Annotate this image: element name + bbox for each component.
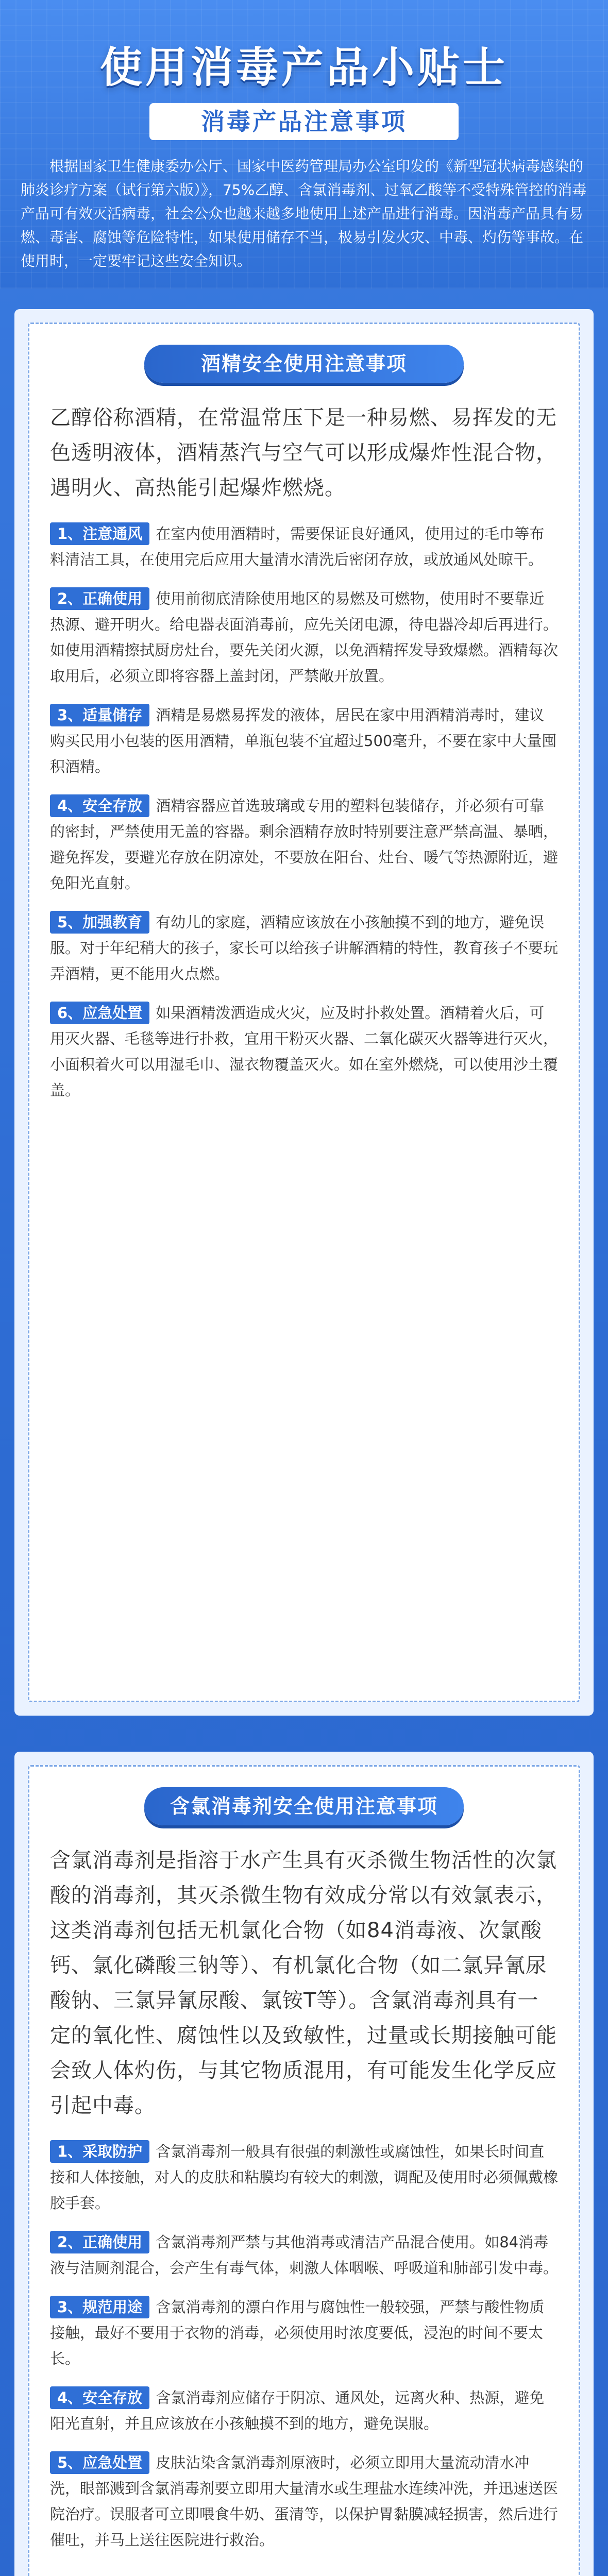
item-text: 含氯消毒剂一般具有很强的刺激性或腐蚀性，如果长时间直接和人体接触，对人的皮肤和粘膜均有较大的刺激，调配及使用时必须佩戴橡胶手套。 bbox=[50, 2143, 559, 2212]
item-text: 酒精容器应首选玻璃或专用的塑料包装储存，并必须有可靠的密封，严禁使用无盖的容器。剩余酒精存放时特别要注意严禁高温、暴晒，避免挥发，要避光存放在阴凉处，不要放在阳台、灶台、暖气等热源附近，避免阳光直射。 bbox=[50, 797, 559, 892]
intro-paragraph: 根据国家卫生健康委办公厅、国家中医药管理局办公室印发的《新型冠状病毒感染的肺炎诊疗方案（试行第六版）》，75%乙醇、含氯消毒剂、过氧乙酸等不受特殊管控的消毒产品可有效灭活病毒，社会公众也越来越多地使用上述产品进行消毒。因消毒产品具有易燃、毒害、腐蚀等危险特性，如果使用储存不当，极易引发火灾、中毒、灼伤等事故。在使用时，一定要牢记这些安全知识。 bbox=[21, 158, 587, 269]
item-text: 含氯消毒剂严禁与其他消毒或清洁产品混合使用。如84消毒液与洁厕剂混合，会产生有毒气体，刺激人体咽喉、呼吸道和肺部引发中毒。 bbox=[50, 2233, 559, 2277]
header bbox=[0, 0, 608, 289]
list-item bbox=[50, 2139, 558, 2216]
item-tag: 3、适量储存 bbox=[50, 704, 149, 726]
item-tag: 1、采取防护 bbox=[50, 2140, 149, 2163]
page-subtitle: 消毒产品注意事项 bbox=[149, 103, 459, 140]
list-item bbox=[50, 909, 558, 987]
item-tag: 4、安全存放 bbox=[50, 794, 149, 817]
item-text: 使用前彻底清除使用地区的易燃及可燃物，使用时不要靠近热源、避开明火。给电器表面消毒前，应先关闭电源，待电器冷却后再进行。如使用酒精擦拭厨房灶台，要先关闭火源，以免酒精挥发导致爆燃。酒精每次取用后，必须立即将容器上盖封闭，严禁敞开放置。 bbox=[50, 590, 559, 685]
item-tag: 2、正确使用 bbox=[50, 587, 149, 610]
item-tag: 3、规范用途 bbox=[50, 2296, 149, 2318]
item-text: 含氯消毒剂应储存于阴凉、通风处，远离火种、热源，避免阳光直射，并且应该放在小孩触摸不到的地方，避免误服。 bbox=[50, 2389, 545, 2432]
section-lead: 含氯消毒剂是指溶于水产生具有灭杀微生物活性的次氯酸的消毒剂，其灭杀微生物有效成分常以有效氯表示，这类消毒剂包括无机氯化合物（如84消毒液、次氯酸钙、氯化磷酸三钠等）、有机氯化合物（如二氯异氰尿酸钠、三氯异氰尿酸、氯铵T等）。含氯消毒剂具有一定的氧化性、腐蚀性以及致敏性，过量或长期接触可能会致人体灼伤，与其它物质混用，有可能发生化学反应引起中毒。 bbox=[50, 1849, 557, 2117]
list-item bbox=[50, 793, 558, 896]
item-text: 酒精是易燃易挥发的液体，居民在家中用酒精消毒时，建议购买民用小包装的医用酒精，单瓶包装不宜超过500毫升，不要在家中大量囤积酒精。 bbox=[50, 706, 557, 775]
list-item bbox=[50, 2229, 558, 2281]
section-card bbox=[28, 323, 580, 1702]
item-text: 如果酒精泼洒造成火灾，应及时扑救处置。酒精着火后，可用灭火器、毛毯等进行扑救，宜用干粉灭火器、二氧化碳灭火器等进行灭火，小面积着火可以用湿毛巾、湿衣物覆盖灭火。如在室外燃烧，可以使用沙土覆盖。 bbox=[50, 1004, 559, 1099]
section-lead: 乙醇俗称酒精，在常温常压下是一种易燃、易挥发的无色透明液体，酒精蒸汽与空气可以形成爆炸性混合物，遇明火、高热能引起爆炸燃烧。 bbox=[50, 406, 557, 500]
item-tag: 1、注意通风 bbox=[50, 522, 149, 545]
list-item bbox=[50, 586, 558, 689]
section-chlorine bbox=[14, 1752, 594, 2576]
item-tag: 5、加强教育 bbox=[50, 911, 149, 934]
list-item bbox=[50, 1000, 558, 1103]
item-text: 在室内使用酒精时，需要保证良好通风，使用过的毛巾等布料清洁工具，在使用完后应用大量清水清洗后密闭存放，或放通风处晾干。 bbox=[50, 525, 545, 568]
list-item bbox=[50, 2450, 558, 2553]
item-text: 含氯消毒剂的漂白作用与腐蚀性一般较强，严禁与酸性物质接触，最好不要用于衣物的消毒，必须使用时浓度要低，浸泡的时间不要太长。 bbox=[50, 2298, 545, 2367]
section-title: 酒精安全使用注意事项 bbox=[144, 345, 464, 383]
item-text: 有幼儿的家庭，酒精应该放在小孩触摸不到的地方，避免误服。对于年纪稍大的孩子，家长可以给孩子讲解酒精的特性，教育孩子不要玩弄酒精，更不能用火点燃。 bbox=[50, 913, 559, 982]
item-tag: 4、安全存放 bbox=[50, 2386, 149, 2409]
section-card bbox=[28, 1765, 580, 2576]
item-tag: 6、应急处置 bbox=[50, 1002, 149, 1024]
list-item bbox=[50, 521, 558, 572]
list-item bbox=[50, 2294, 558, 2371]
list-item bbox=[50, 2385, 558, 2436]
item-tag: 5、应急处置 bbox=[50, 2451, 149, 2474]
page-title: 使用消毒产品小贴士 bbox=[99, 43, 508, 92]
section-alcohol bbox=[14, 309, 594, 1716]
section-title: 含氯消毒剂安全使用注意事项 bbox=[144, 1787, 464, 1825]
list-item bbox=[50, 702, 558, 779]
item-text: 皮肤沾染含氯消毒剂原液时，必须立即用大量流动清水冲洗，眼部溅到含氯消毒剂要立即用大量清水或生理盐水连续冲洗，并迅速送医院治疗。误服者可立即喂食牛奶、蛋清等，以保护胃黏膜减轻损害，然后进行催吐，并马上送往医院进行救治。 bbox=[50, 2454, 559, 2549]
item-tag: 2、正确使用 bbox=[50, 2231, 149, 2253]
